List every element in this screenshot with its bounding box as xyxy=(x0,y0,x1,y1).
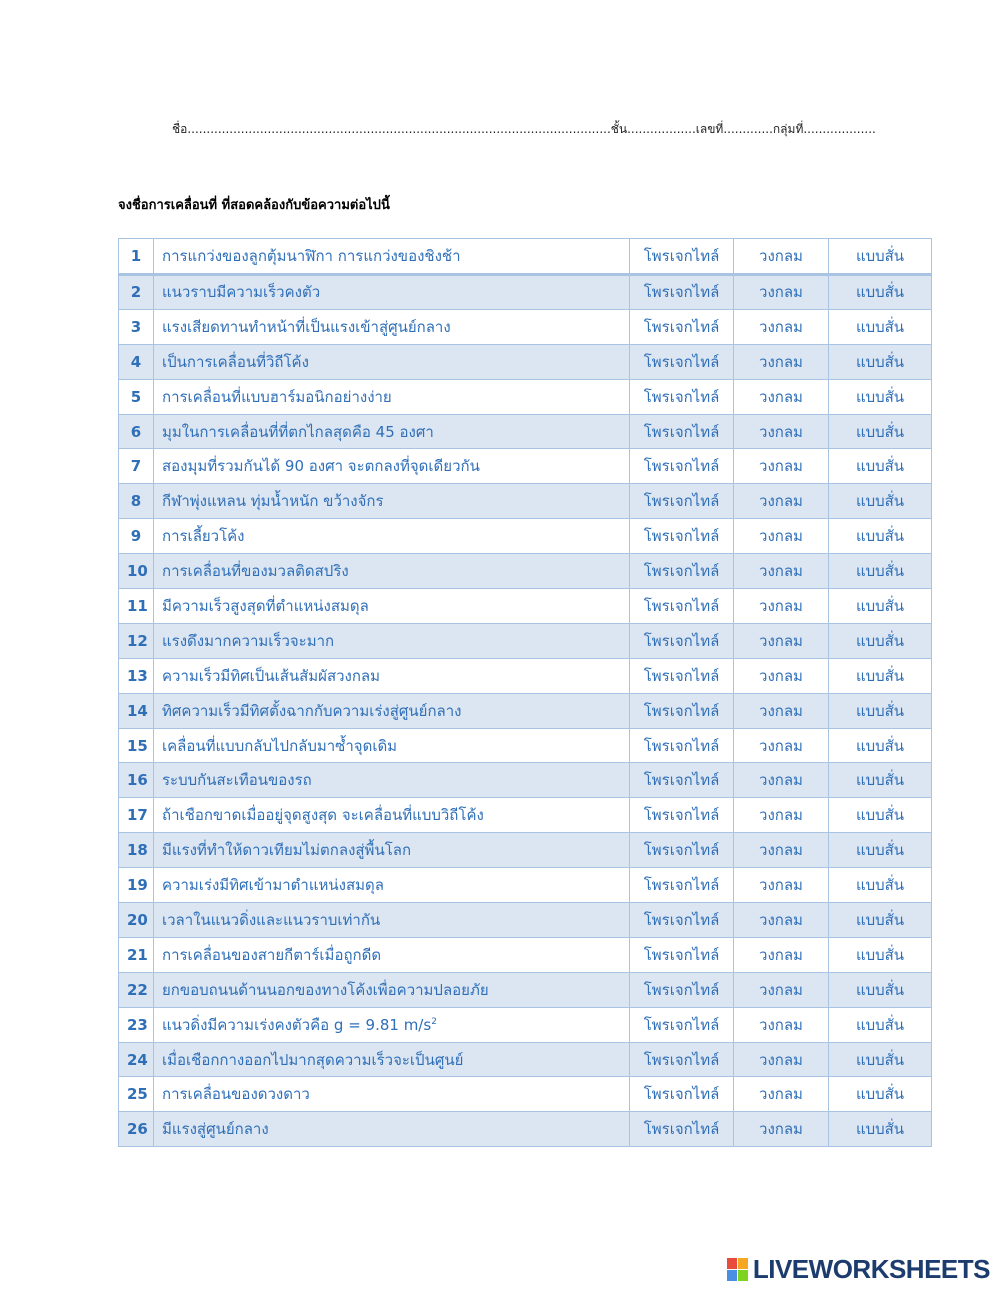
question-text xyxy=(154,763,630,798)
table-row xyxy=(119,1007,932,1042)
question-text-label: แรงเสียดทานทำหน้าที่เป็นแรงเข้าสู่ศูนย์กลาง xyxy=(162,317,451,336)
option-oscillation[interactable]: แบบสั่น xyxy=(829,868,932,903)
option-oscillation[interactable]: แบบสั่น xyxy=(829,414,932,449)
question-text-label: การเคลื่อนที่ของมวลติดสปริง xyxy=(162,562,349,581)
option-projectile[interactable]: โพรเจกไทล์ xyxy=(630,728,734,763)
option-circular[interactable]: วงกลม xyxy=(734,623,829,658)
question-text xyxy=(154,589,630,624)
option-circular[interactable]: วงกลม xyxy=(734,868,829,903)
question-text xyxy=(154,554,630,589)
question-number: 10 xyxy=(119,554,154,589)
table-row xyxy=(119,484,932,519)
option-circular[interactable]: วงกลม xyxy=(734,833,829,868)
table-row xyxy=(119,658,932,693)
option-circular[interactable]: วงกลม xyxy=(734,1042,829,1077)
table-row xyxy=(119,693,932,728)
question-text xyxy=(154,903,630,938)
question-text xyxy=(154,1077,630,1112)
question-text-label: มุมในการเคลื่อนที่ที่ตกไกลสุดคือ 45 องศา xyxy=(162,422,434,441)
option-circular[interactable]: วงกลม xyxy=(734,309,829,344)
option-circular[interactable]: วงกลม xyxy=(734,239,829,275)
option-circular[interactable]: วงกลม xyxy=(734,519,829,554)
option-oscillation[interactable]: แบบสั่น xyxy=(829,833,932,868)
question-text-label: เคลื่อนที่แบบกลับไปกลับมาซ้ำจุดเดิม xyxy=(162,736,398,755)
instruction-heading: จงชื่อการเคลื่อนที่ ที่สอดคล้องกับข้อความต่อไปนี้ xyxy=(118,198,390,213)
option-oscillation[interactable]: แบบสั่น xyxy=(829,1112,932,1147)
question-number: 1 xyxy=(119,239,154,275)
question-text-label: สองมุมที่รวมกันได้ 90 องศา จะตกลงที่จุดเดียวกัน xyxy=(162,457,480,476)
question-number: 24 xyxy=(119,1042,154,1077)
option-projectile[interactable]: โพรเจกไทล์ xyxy=(630,937,734,972)
option-projectile[interactable]: โพรเจกไทล์ xyxy=(630,1112,734,1147)
table-row xyxy=(119,623,932,658)
table-row xyxy=(119,972,932,1007)
option-projectile[interactable]: โพรเจกไทล์ xyxy=(630,833,734,868)
question-text-label: เวลาในแนวดิ่งและแนวราบเท่ากัน xyxy=(162,910,381,929)
option-circular[interactable]: วงกลม xyxy=(734,414,829,449)
option-circular[interactable]: วงกลม xyxy=(734,658,829,693)
table-row xyxy=(119,868,932,903)
option-projectile[interactable]: โพรเจกไทล์ xyxy=(630,1042,734,1077)
superscript: 2 xyxy=(431,1016,437,1027)
table-row xyxy=(119,833,932,868)
question-text-label: ความเร่งมีทิศเข้ามาตำแหน่งสมดุล xyxy=(162,876,384,895)
question-text-label: แนวดิ่งมีความเร่งคงตัวคือ g = 9.81 m/s xyxy=(162,1015,432,1034)
question-text xyxy=(154,449,630,484)
question-number: 8 xyxy=(119,484,154,519)
option-circular[interactable]: วงกลม xyxy=(734,937,829,972)
question-text xyxy=(154,275,630,310)
question-number: 16 xyxy=(119,763,154,798)
option-circular[interactable]: วงกลม xyxy=(734,1077,829,1112)
table-row xyxy=(119,519,932,554)
question-text-label: การเคลื่อนของสายกีตาร์เมื่อถูกดีด xyxy=(162,945,382,964)
option-oscillation[interactable]: แบบสั่น xyxy=(829,554,932,589)
table-row xyxy=(119,554,932,589)
question-number: 6 xyxy=(119,414,154,449)
option-projectile[interactable]: โพรเจกไทล์ xyxy=(630,449,734,484)
option-oscillation[interactable]: แบบสั่น xyxy=(829,344,932,379)
question-number: 11 xyxy=(119,589,154,624)
question-text-label: การเคลื่อนของดวงดาว xyxy=(162,1085,310,1104)
table-row xyxy=(119,798,932,833)
option-oscillation[interactable]: แบบสั่น xyxy=(829,379,932,414)
option-oscillation[interactable]: แบบสั่น xyxy=(829,763,932,798)
question-text xyxy=(154,1007,630,1042)
question-text xyxy=(154,623,630,658)
question-number: 13 xyxy=(119,658,154,693)
question-text-label: มีความเร็วสูงสุดที่ตำแหน่งสมดุล xyxy=(162,596,369,615)
table-row xyxy=(119,1112,932,1147)
logo-blocks-icon xyxy=(727,1258,749,1282)
question-text-label: ระบบกันสะเทือนของรถ xyxy=(162,771,312,790)
question-number: 15 xyxy=(119,728,154,763)
table-row xyxy=(119,239,932,275)
option-oscillation[interactable]: แบบสั่น xyxy=(829,589,932,624)
table-row xyxy=(119,379,932,414)
question-text xyxy=(154,798,630,833)
question-number: 9 xyxy=(119,519,154,554)
option-oscillation[interactable]: แบบสั่น xyxy=(829,1077,932,1112)
question-number: 14 xyxy=(119,693,154,728)
option-circular[interactable]: วงกลม xyxy=(734,275,829,310)
option-oscillation[interactable]: แบบสั่น xyxy=(829,309,932,344)
option-oscillation[interactable]: แบบสั่น xyxy=(829,937,932,972)
option-projectile[interactable]: โพรเจกไทล์ xyxy=(630,798,734,833)
question-text-label: ถ้าเชือกขาดเมื่ออยู่จุดสูงสุด จะเคลื่อนที่แบบวิถีโค้ง xyxy=(162,806,484,825)
question-number: 2 xyxy=(119,275,154,310)
option-oscillation[interactable]: แบบสั่น xyxy=(829,623,932,658)
question-number: 7 xyxy=(119,449,154,484)
option-projectile[interactable]: โพรเจกไทล์ xyxy=(630,1007,734,1042)
table-row xyxy=(119,414,932,449)
question-number: 5 xyxy=(119,379,154,414)
question-number: 19 xyxy=(119,868,154,903)
table-row xyxy=(119,1042,932,1077)
question-text-label: การเคลื่อนที่แบบฮาร์มอนิกอย่างง่าย xyxy=(162,387,392,406)
question-number: 12 xyxy=(119,623,154,658)
option-projectile[interactable]: โพรเจกไทล์ xyxy=(630,1077,734,1112)
question-text-label: มีแรงสู่ศูนย์กลาง xyxy=(162,1120,269,1139)
question-text-label: การแกว่งของลูกตุ้มนาฬิกา การแกว่งของชิงช้า xyxy=(162,247,461,265)
option-oscillation[interactable]: แบบสั่น xyxy=(829,275,932,310)
option-projectile[interactable]: โพรเจกไทล์ xyxy=(630,868,734,903)
option-circular[interactable]: วงกลม xyxy=(734,344,829,379)
option-projectile[interactable]: โพรเจกไทล์ xyxy=(630,309,734,344)
question-text-label: กีฬาพุ่งแหลน ทุ่มน้ำหนัก ขว้างจักร xyxy=(162,492,384,511)
question-number: 20 xyxy=(119,903,154,938)
question-text xyxy=(154,868,630,903)
option-circular[interactable]: วงกลม xyxy=(734,484,829,519)
option-circular[interactable]: วงกลม xyxy=(734,449,829,484)
option-projectile[interactable]: โพรเจกไทล์ xyxy=(630,903,734,938)
table-row xyxy=(119,449,932,484)
table-row xyxy=(119,1077,932,1112)
option-circular[interactable]: วงกลม xyxy=(734,763,829,798)
worksheet-table xyxy=(118,238,932,1147)
question-number: 26 xyxy=(119,1112,154,1147)
option-circular[interactable]: วงกลม xyxy=(734,589,829,624)
question-text-label: แนวราบมีความเร็วคงตัว xyxy=(162,283,321,302)
option-oscillation[interactable]: แบบสั่น xyxy=(829,484,932,519)
option-oscillation[interactable]: แบบสั่น xyxy=(829,519,932,554)
question-text-label: การเลี้ยวโค้ง xyxy=(162,527,245,546)
option-oscillation[interactable]: แบบสั่น xyxy=(829,972,932,1007)
question-text-label: ยกขอบถนนด้านนอกของทางโค้งเพื่อความปลอยภัย xyxy=(162,980,489,999)
question-number: 21 xyxy=(119,937,154,972)
question-text-label: ทิศความเร็วมีทิศตั้งฉากกับความเร่งสู่ศูนย์กลาง xyxy=(162,701,462,720)
question-text xyxy=(154,728,630,763)
option-circular[interactable]: วงกลม xyxy=(734,1112,829,1147)
question-text xyxy=(154,309,630,344)
question-text-label: ความเร็วมีทิศเป็นเส้นสัมผัสวงกลม xyxy=(162,666,381,685)
question-text xyxy=(154,379,630,414)
option-circular[interactable]: วงกลม xyxy=(734,972,829,1007)
option-projectile[interactable]: โพรเจกไทล์ xyxy=(630,763,734,798)
option-oscillation[interactable]: แบบสั่น xyxy=(829,449,932,484)
option-oscillation[interactable]: แบบสั่น xyxy=(829,239,932,275)
question-text xyxy=(154,937,630,972)
option-projectile[interactable]: โพรเจกไทล์ xyxy=(630,239,734,275)
table-row xyxy=(119,728,932,763)
option-oscillation[interactable]: แบบสั่น xyxy=(829,1007,932,1042)
option-oscillation[interactable]: แบบสั่น xyxy=(829,658,932,693)
option-oscillation[interactable]: แบบสั่น xyxy=(829,798,932,833)
option-oscillation[interactable]: แบบสั่น xyxy=(829,728,932,763)
question-text xyxy=(154,1112,630,1147)
question-text xyxy=(154,414,630,449)
liveworksheets-logo xyxy=(727,1254,990,1285)
option-projectile[interactable]: โพรเจกไทล์ xyxy=(630,519,734,554)
table-row xyxy=(119,309,932,344)
option-oscillation[interactable]: แบบสั่น xyxy=(829,693,932,728)
table-row xyxy=(119,903,932,938)
option-oscillation[interactable]: แบบสั่น xyxy=(829,903,932,938)
option-projectile[interactable]: โพรเจกไทล์ xyxy=(630,484,734,519)
option-circular[interactable]: วงกลม xyxy=(734,798,829,833)
question-text-label: เป็นการเคลื่อนที่วิถีโค้ง xyxy=(162,352,309,371)
option-projectile[interactable]: โพรเจกไทล์ xyxy=(630,344,734,379)
logo-text: LIVEWORKSHEETS xyxy=(752,1254,990,1284)
question-number: 18 xyxy=(119,833,154,868)
question-text xyxy=(154,833,630,868)
option-projectile[interactable]: โพรเจกไทล์ xyxy=(630,275,734,310)
option-projectile[interactable]: โพรเจกไทล์ xyxy=(630,623,734,658)
question-text-label: แรงดึงมากความเร็วจะมาก xyxy=(162,631,335,650)
question-number: 4 xyxy=(119,344,154,379)
question-text xyxy=(154,519,630,554)
table-row xyxy=(119,589,932,624)
option-projectile[interactable]: โพรเจกไทล์ xyxy=(630,693,734,728)
question-text xyxy=(154,344,630,379)
option-circular[interactable]: วงกลม xyxy=(734,554,829,589)
question-number: 22 xyxy=(119,972,154,1007)
question-text xyxy=(154,693,630,728)
question-number: 25 xyxy=(119,1077,154,1112)
question-number: 17 xyxy=(119,798,154,833)
option-projectile[interactable]: โพรเจกไทล์ xyxy=(630,554,734,589)
table-row xyxy=(119,937,932,972)
table-row xyxy=(119,763,932,798)
question-text xyxy=(154,484,630,519)
question-text xyxy=(154,1042,630,1077)
student-info-line: ชื่อ...............................................................................................................ชั้น..................เลขที่.............กลุ่มที่................... xyxy=(172,122,876,136)
table-row xyxy=(119,275,932,310)
question-number: 3 xyxy=(119,309,154,344)
question-text xyxy=(154,239,630,275)
question-number: 23 xyxy=(119,1007,154,1042)
question-text xyxy=(154,972,630,1007)
option-circular[interactable]: วงกลม xyxy=(734,379,829,414)
option-circular[interactable]: วงกลม xyxy=(734,693,829,728)
question-text-label: เมื่อเชือกกางออกไปมากสุดความเร็วจะเป็นศูนย์ xyxy=(162,1050,464,1069)
option-projectile[interactable]: โพรเจกไทล์ xyxy=(630,414,734,449)
option-circular[interactable]: วงกลม xyxy=(734,728,829,763)
question-text xyxy=(154,658,630,693)
option-circular[interactable]: วงกลม xyxy=(734,1007,829,1042)
option-circular[interactable]: วงกลม xyxy=(734,903,829,938)
option-projectile[interactable]: โพรเจกไทล์ xyxy=(630,972,734,1007)
option-oscillation[interactable]: แบบสั่น xyxy=(829,1042,932,1077)
question-text-label: มีแรงที่ทำให้ดาวเทียมไม่ตกลงสู่พื้นโลก xyxy=(162,841,412,860)
option-projectile[interactable]: โพรเจกไทล์ xyxy=(630,589,734,624)
option-projectile[interactable]: โพรเจกไทล์ xyxy=(630,658,734,693)
option-projectile[interactable]: โพรเจกไทล์ xyxy=(630,379,734,414)
table-row xyxy=(119,344,932,379)
